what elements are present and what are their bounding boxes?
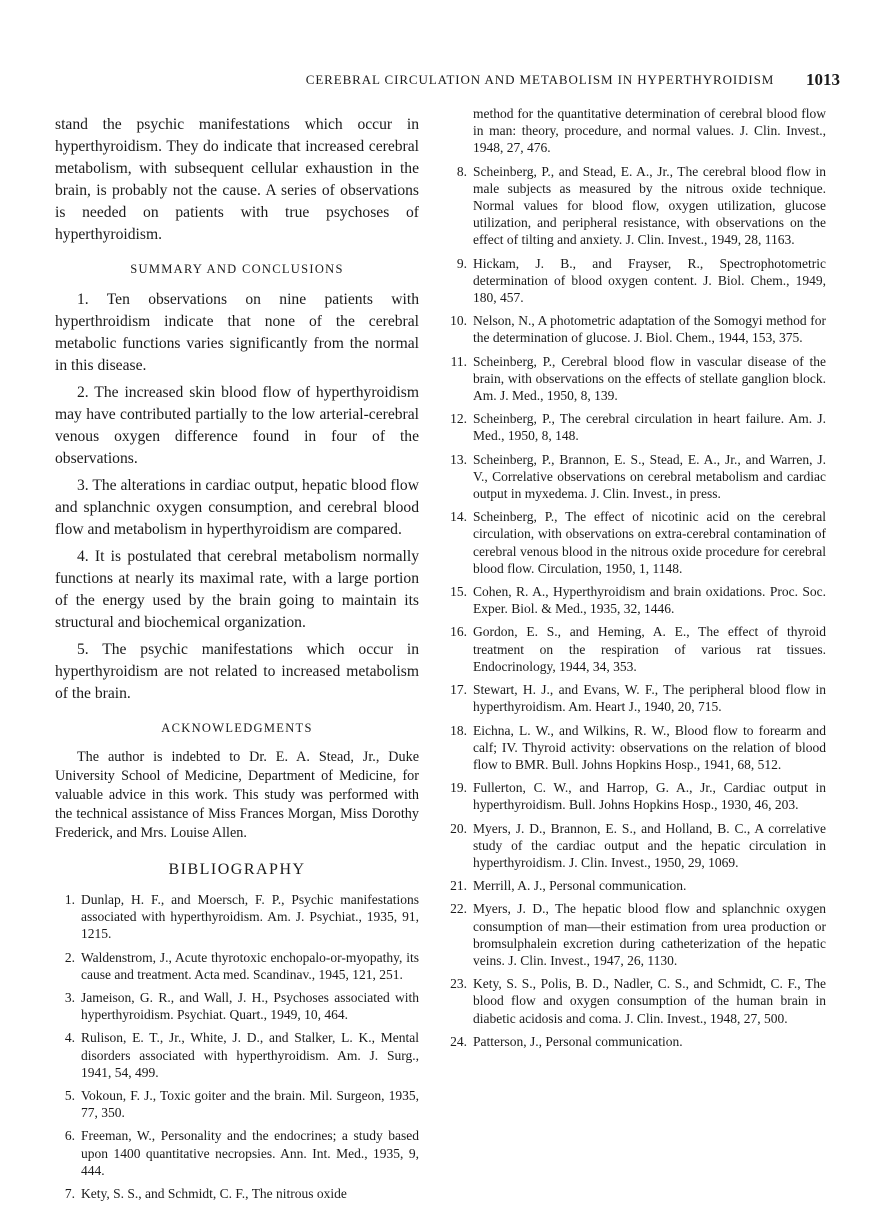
ref-number: 8. (456, 163, 467, 179)
bibliography-entry-continuation: method for the quantitative determination of cerebral blood flow in man: theory, procedure, and normal values. J. Clin. Invest., 1948, 27, 476. (473, 106, 826, 156)
bibliography-entry (443, 975, 826, 1027)
bibliography-entry (443, 779, 826, 813)
bibliography-entry (55, 891, 419, 943)
ref-text: Eichna, L. W., and Wilkins, R. W., Blood flow to forearm and calf; IV. Thyroid activity: observations on the relation of blood flow to BMR. Bull. Johns Hopkins Hosp., 1941, 68, 512. (473, 722, 826, 772)
ref-text: Scheinberg, P., Cerebral blood flow in vascular disease of the brain, with observations on the effects of stellate ganglion block. Am. J. Med., 1950, 8, 139. (473, 353, 826, 404)
bibliography-entry (443, 722, 826, 774)
ref-text: Dunlap, H. F., and Moersch, F. P., Psychic manifestations associated with hyperthyroidism. Am. J. Psychiat., 1935, 91, 1215. (81, 892, 419, 942)
page-number: 1013 (806, 70, 840, 89)
bibliography-entry (443, 312, 826, 346)
ref-text: Freeman, W., Personality and the endocrines; a study based upon 1400 quantitative necropsies. Ann. Int. Med., 1935, 9, 444. (81, 1128, 419, 1178)
ref-text: Myers, J. D., Brannon, E. S., and Holland, B. C., A correlative study of the cardiac output and the hepatic circulation in hyperthyroidism. J. Clin. Invest., 1950, 29, 1069. (473, 820, 826, 870)
bibliography-entry (443, 900, 826, 969)
bibliography-entry (55, 1185, 419, 1202)
ref-number: 11. (450, 353, 467, 369)
acknowledgments-heading: ACKNOWLEDGMENTS (161, 721, 313, 735)
ref-text: Waldenstrom, J., Acute thyrotoxic enchopalo-or-myopathy, its cause and treatment. Acta med. Scandinav., 1945, 121, 251. (81, 949, 419, 982)
ref-text: Kety, S. S., and Schmidt, C. F., The nitrous oxide (81, 1186, 347, 1202)
ref-text: Myers, J. D., The hepatic blood flow and splanchnic oxygen consumption of man—their estimation from urea production or bromsulphalein excretion during catheterization of the hepatic veins. J. Clin. Invest., 1947, 26, 1130. (473, 901, 826, 968)
ref-text: Patterson, J., Personal communication. (473, 1033, 683, 1049)
ref-number: 4. (64, 1030, 75, 1046)
bibliography-entry (443, 255, 826, 307)
conclusion-item: 3. The alterations in cardiac output, hepatic blood flow and splanchnic oxygen consumption, and cerebral blood flow and metabolism in hyperthyroidism are compared. (55, 477, 419, 538)
bibliography-entry (55, 1029, 419, 1081)
bibliography-entry (55, 1127, 419, 1179)
left-column (55, 114, 419, 1208)
ref-number: 19. (450, 780, 467, 796)
ref-text: Jameison, G. R., and Wall, J. H., Psychoses associated with hyperthyroidism. Psychiat. Quart., 1949, 10, 464. (81, 990, 419, 1023)
ref-text: Gordon, E. S., and Heming, A. E., The effect of thyroid treatment on the respiration of various rat tissues. Endocrinology, 1944, 34, 353. (473, 624, 826, 674)
ref-number: 22. (450, 901, 467, 917)
bibliography-entry (443, 681, 826, 715)
conclusion-item: 4. It is postulated that cerebral metabolism normally functions at nearly its maximal rate, with a large portion of the energy used by the brain going to maintain its structural and biochemical organization. (55, 548, 419, 631)
ref-number: 21. (450, 878, 467, 894)
ref-number: 3. (64, 990, 75, 1006)
bibliography-entry (443, 1033, 826, 1050)
ref-number: 13. (450, 451, 467, 467)
bibliography-entry (443, 508, 826, 577)
ref-number: 16. (450, 624, 467, 640)
page-header (0, 70, 880, 94)
ref-text: Scheinberg, P., The effect of nicotinic acid on the cerebral circulation, with observations on extra-cerebral contamination of cerebral venous blood in the nitrous oxide procedure for cerebral blood flow. Circulation, 1950, 1, 1148. (473, 509, 826, 576)
ref-text: Cohen, R. A., Hyperthyroidism and brain oxidations. Proc. Soc. Exper. Biol. & Med., 1935, 32, 1446. (473, 584, 826, 617)
ref-number: 23. (450, 976, 467, 992)
ref-number: 7. (64, 1186, 75, 1202)
ref-text: Merrill, A. J., Personal communication. (473, 878, 687, 894)
acknowledgments-text: The author is indebted to Dr. E. A. Stead, Jr., Duke University School of Medicine, Department of Medicine, for valuable advice in this work. This study was performed with the technical assistance of Miss Frances Morgan, Miss Dorothy Frederick, and Mrs. Louise Allen. (55, 749, 419, 841)
right-column (443, 105, 826, 1056)
bibliography-entry (55, 989, 419, 1023)
ref-text: Hickam, J. B., and Frayser, R., Spectrophotometric determination of blood oxygen content. J. Biol. Chem., 1949, 180, 457. (473, 255, 826, 306)
intro-paragraph: stand the psychic manifestations which occur in hyperthyroidism. They do indicate that increased cerebral metabolism, with subsequent cellular exhaustion in the brain, is probably not the cause. A series of observations is needed on patients with true psychoses of hyperthyroidism. (55, 116, 419, 243)
bibliography-entry (443, 877, 826, 894)
bibliography-entry (443, 163, 826, 249)
ref-text: Vokoun, F. J., Toxic goiter and the brain. Mil. Surgeon, 1935, 77, 350. (81, 1088, 419, 1121)
bibliography-entry (55, 949, 419, 983)
ref-number: 5. (64, 1088, 75, 1104)
ref-number: 2. (64, 949, 75, 965)
summary-heading: SUMMARY AND CONCLUSIONS (130, 262, 344, 276)
ref-number: 18. (450, 722, 467, 738)
ref-number: 1. (64, 892, 75, 907)
ref-number: 14. (450, 509, 467, 525)
running-head: CEREBRAL CIRCULATION AND METABOLISM IN HYPERTHYROIDISM (305, 72, 775, 87)
ref-text: Stewart, H. J., and Evans, W. F., The peripheral blood flow in hyperthyroidism. Am. Heart J., 1940, 20, 715. (473, 682, 826, 715)
conclusion-item: 5. The psychic manifestations which occur in hyperthyroidism are not related to increased metabolism of the brain. (55, 641, 419, 702)
ref-number: 24. (450, 1033, 467, 1049)
bibliography-entry (55, 1087, 419, 1121)
bibliography-entry (443, 353, 826, 405)
bibliography-entry (443, 623, 826, 675)
ref-number: 17. (450, 682, 467, 698)
ref-number: 10. (450, 313, 467, 329)
ref-text: Rulison, E. T., Jr., White, J. D., and Stalker, L. K., Mental disorders associated with hyperthyroidism. Am. J. Surg., 1941, 54, 499. (81, 1030, 419, 1080)
bibliography-heading: BIBLIOGRAPHY (168, 861, 306, 878)
bibliography-entry (443, 451, 826, 503)
ref-text: Fullerton, C. W., and Harrop, G. A., Jr., Cardiac output in hyperthyroidism. Bull. Johns Hopkins Hosp., 1930, 46, 203. (473, 780, 826, 813)
ref-number: 12. (450, 411, 467, 427)
conclusion-item: 1. Ten observations on nine patients with hyperthroidism indicate that none of the cerebral metabolic functions varies significantly from the normal in this disease. (55, 291, 419, 374)
bibliography-entry (443, 410, 826, 444)
ref-text: Scheinberg, P., The cerebral circulation in heart failure. Am. J. Med., 1950, 8, 148. (473, 411, 826, 444)
ref-text: Scheinberg, P., and Stead, E. A., Jr., The cerebral blood flow in male subjects as measured by the nitrous oxide technique. Normal values for blood flow, oxygen utilization, glucose utilization, and peripheral resistance, with observations on the effect of tilting and anxiety. J. Clin. Invest., 1949, 28, 1163. (473, 163, 826, 248)
bibliography-entry (443, 820, 826, 872)
ref-number: 9. (456, 255, 467, 271)
ref-text: Kety, S. S., Polis, B. D., Nadler, C. S., and Schmidt, C. F., The blood flow and oxygen consumption of the human brain in diabetic acidosis and coma. J. Clin. Invest., 1948, 27, 500. (473, 976, 826, 1026)
ref-number: 15. (450, 584, 467, 600)
ref-number: 20. (450, 820, 467, 836)
ref-text: Scheinberg, P., Brannon, E. S., Stead, E. A., Jr., and Warren, J. V., Correlative observations on cerebral metabolism and cardiac output in myxedema. J. Clin. Invest., in press. (473, 451, 826, 502)
conclusion-item: 2. The increased skin blood flow of hyperthyroidism may have contributed partially to the low arterial-cerebral venous oxygen difference found in four of the observations. (55, 384, 419, 467)
ref-text: Nelson, N., A photometric adaptation of the Somogyi method for the determination of glucose. J. Biol. Chem., 1944, 153, 375. (473, 313, 826, 346)
bibliography-entry (443, 583, 826, 617)
ref-number: 6. (64, 1128, 75, 1144)
